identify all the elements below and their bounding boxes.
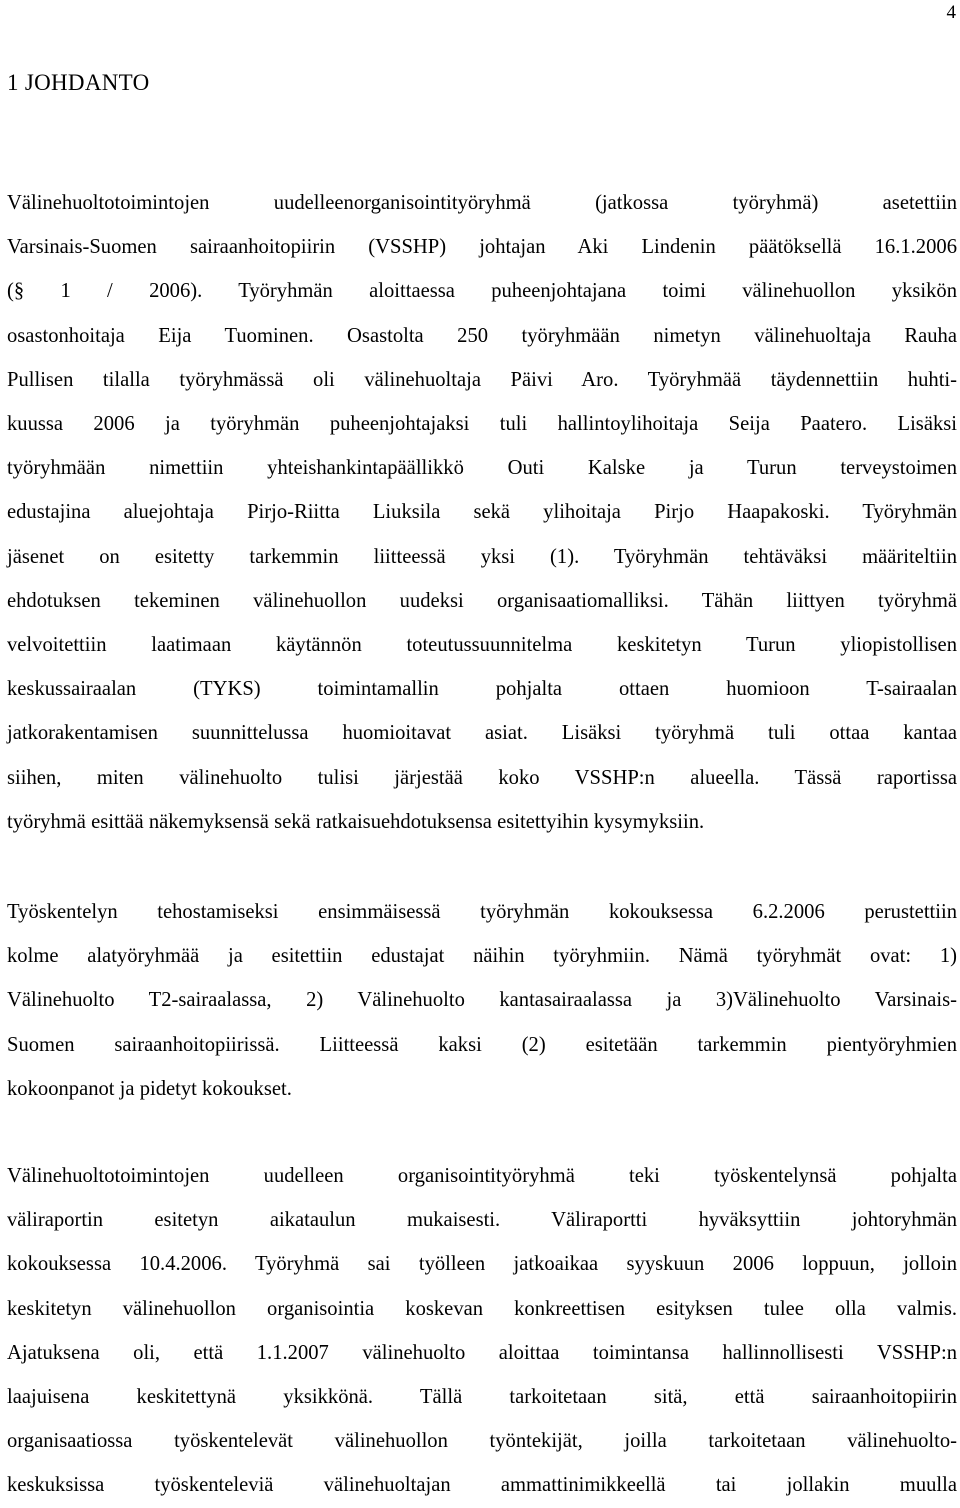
- text-line: kokoonpanot ja pidetyt kokoukset.: [7, 1077, 292, 1100]
- text-line: keskuksissa työskenteleviä välinehuoltajan ammattinimikkeellä tai jollakin muulla: [7, 1474, 957, 1497]
- text-line: Työskentelyn tehostamiseksi ensimmäisessä työryhmän kokouksessa 6.2.2006 perustettiin: [7, 901, 957, 923]
- paragraph: [7, 181, 957, 844]
- paragraph: [7, 890, 957, 1111]
- text-line: siihen, miten välinehuolto tulisi järjestää koko VSSHP:n alueella. Tässä raportissa: [7, 766, 957, 789]
- page-number: 4: [946, 2, 956, 23]
- text-line: kuussa 2006 ja työryhmän puheenjohtajaksi tuli hallintoylihoitaja Seija Paatero. Lisäksi: [7, 413, 957, 436]
- text-line: kolme alatyöryhmää ja esitettiin edustajat näihin työryhmiin. Nämä työryhmät ovat: 1): [7, 945, 957, 968]
- text-line: väliraportin esitetyn aikataulun mukaisesti. Väliraportti hyväksyttiin johtoryhmän: [7, 1209, 957, 1232]
- text-line: edustajina aluejohtaja Pirjo-Riitta Liuksila sekä ylihoitaja Pirjo Haapakoski. Työryhmän: [7, 501, 957, 524]
- text-line: Suomen sairaanhoitopiirissä. Liitteessä kaksi (2) esitetään tarkemmin pientyöryhmien: [7, 1033, 957, 1056]
- text-line: kokouksessa 10.4.2006. Työryhmä sai työlleen jatkoaikaa syyskuun 2006 loppuun, jolloin: [7, 1253, 957, 1276]
- paragraph: [7, 1154, 957, 1508]
- text-line: Varsinais-Suomen sairaanhoitopiirin (VSSHP) johtajan Aki Lindenin päätöksellä 16.1.2006: [7, 236, 957, 259]
- text-line: (§ 1 / 2006). Työryhmän aloittaessa puheenjohtajana toimi välinehuollon yksikön: [7, 280, 957, 303]
- text-line: keskussairaalan (TYKS) toimintamallin pohjalta ottaen huomioon T-sairaalan: [7, 678, 957, 701]
- text-line: osastonhoitaja Eija Tuominen. Osastolta 250 työryhmään nimetyn välinehuoltaja Rauha: [7, 324, 957, 347]
- text-line: velvoitettiin laatimaan käytännön toteutussuunnitelma keskitetyn Turun yliopistollisen: [7, 634, 957, 657]
- text-line: jäsenet on esitetty tarkemmin liitteessä yksi (1). Työryhmän tehtäväksi määriteltiin: [7, 545, 957, 568]
- text-line: jatkorakentamisen suunnittelussa huomioitavat asiat. Lisäksi työryhmä tuli ottaa kantaa: [7, 722, 957, 745]
- text-line: laajuisena keskitettynä yksikkönä. Tällä tarkoitetaan sitä, että sairaanhoitopiirin: [7, 1386, 957, 1409]
- text-line: työryhmään nimettiin yhteishankintapäällikkö Outi Kalske ja Turun terveystoimen: [7, 457, 957, 480]
- text-line: työryhmä esittää näkemyksensä sekä ratkaisuehdotuksensa esitettyihin kysymyksiin.: [7, 810, 705, 833]
- text-line: ehdotuksen tekeminen välinehuollon uudeksi organisaatiomalliksi. Tähän liittyen työryhmä: [7, 589, 957, 612]
- text-line: Ajatuksena oli, että 1.1.2007 välinehuolto aloittaa toimintansa hallinnollisesti VSSHP:n: [7, 1341, 957, 1364]
- text-line: Välinehuoltotoimintojen uudelleenorganisointityöryhmä (jatkossa työryhmä) asetettiin: [7, 192, 957, 214]
- text-line: organisaatiossa työskentelevät välinehuollon työntekijät, joilla tarkoitetaan välinehuolto-: [7, 1430, 957, 1453]
- section-heading: 1 JOHDANTO: [7, 70, 150, 95]
- text-line: Välinehuolto T2-sairaalassa, 2) Välinehuolto kantasairaalassa ja 3)Välinehuolto Varsinais-: [7, 989, 957, 1012]
- text-line: Pullisen tilalla työryhmässä oli välinehuoltaja Päivi Aro. Työryhmää täydennettiin huhti-: [7, 368, 957, 391]
- text-line: Välinehuoltotoimintojen uudelleen organisointityöryhmä teki työskentelynsä pohjalta: [7, 1165, 957, 1187]
- text-line: keskitetyn välinehuollon organisointia koskevan konkreettisen esityksen tulee olla valmis.: [7, 1297, 957, 1320]
